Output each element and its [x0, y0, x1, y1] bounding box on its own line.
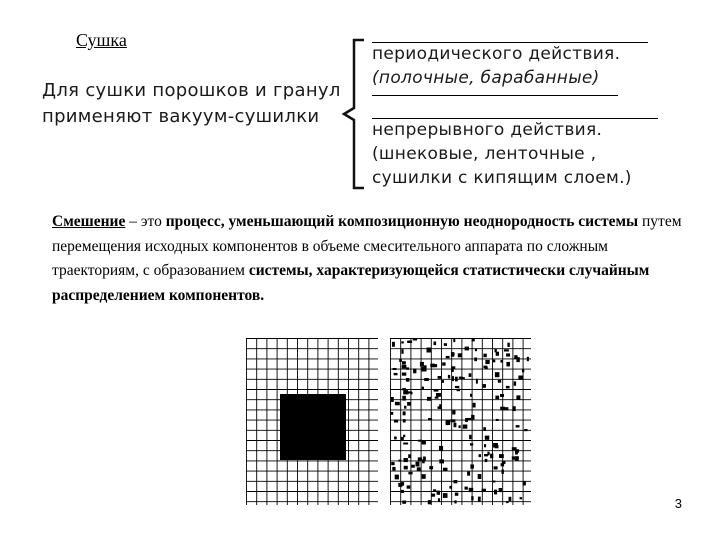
section-title: Сушка — [76, 30, 127, 50]
periodic-bottom-rule — [372, 95, 618, 96]
slide-number: 3 — [674, 496, 682, 511]
continuous-examples-1: (шнековые, ленточные , — [372, 144, 597, 164]
mixed-system-diagram — [390, 338, 532, 506]
periodic-heading: периодического действия. — [372, 44, 621, 64]
intro-line-1: Для сушки порошков и гранул — [42, 80, 341, 101]
definition-dash: – это — [125, 213, 166, 230]
unmixed-system-diagram — [246, 338, 379, 506]
continuous-examples-2: сушилки с кипящим слоем.) — [372, 168, 632, 188]
term-mixing: Смешение — [52, 213, 126, 230]
periodic-top-rule — [372, 42, 648, 43]
definition-bold-1: процесс, уменьшающий композиционную неоднородность системы — [165, 213, 639, 230]
periodic-dryers — [372, 42, 652, 90]
periodic-examples: (полочные, барабанные) — [372, 68, 600, 88]
drying-intro — [42, 78, 341, 130]
definition-text-1: путем перемещения исходных компонентов в объеме смесительного аппарата по сложным траекториям, с образованием — [52, 213, 682, 279]
curly-brace-icon — [338, 38, 368, 190]
definition-bold-2: системы, характеризующейся статистически случайным распределением компонентов. — [52, 262, 650, 304]
intro-line-2: применяют вакуум-сушилки — [42, 106, 320, 127]
mixing-definition — [52, 210, 692, 308]
continuous-dryers — [372, 118, 662, 190]
component-block — [280, 394, 346, 460]
continuous-heading: непрерывного действия. — [372, 120, 603, 140]
